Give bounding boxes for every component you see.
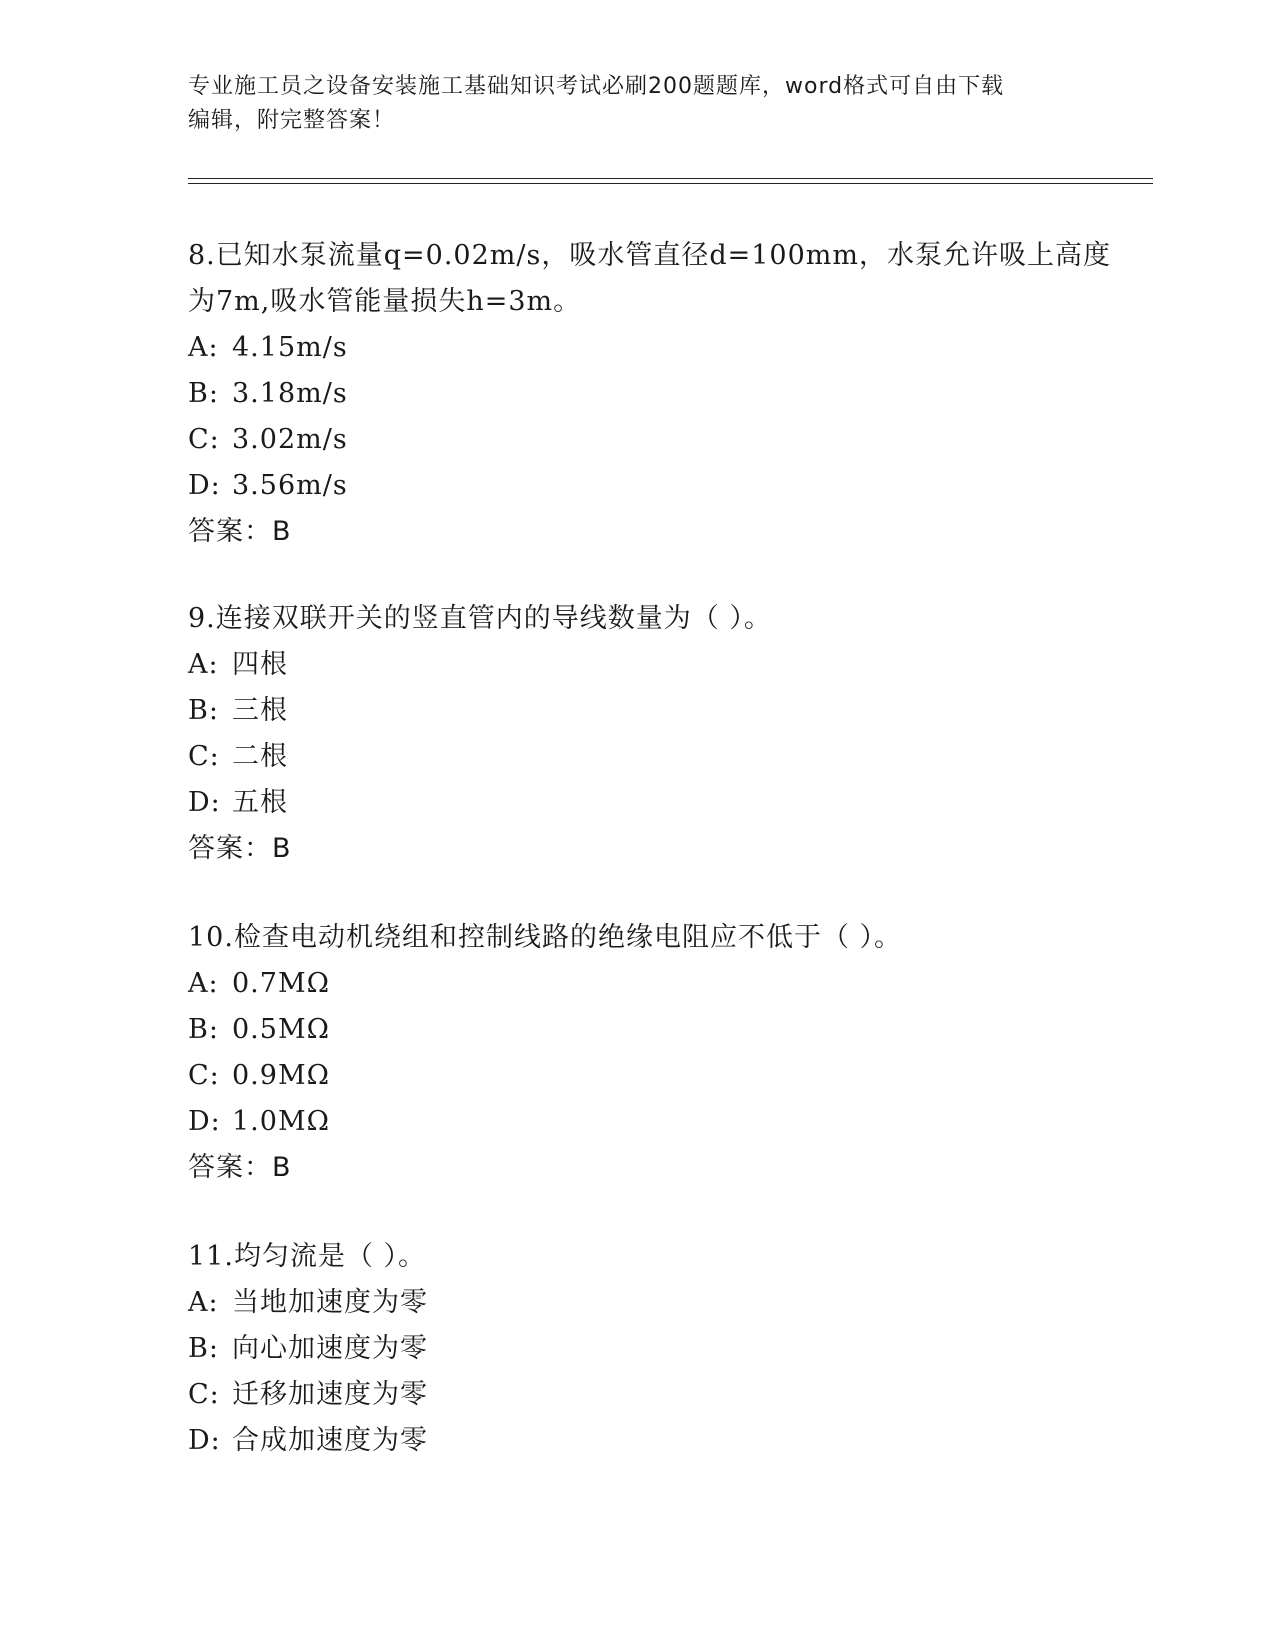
option-c [188,734,1088,780]
document-header [188,70,1088,138]
option-label: D: [188,1425,221,1456]
option-b [188,1326,1088,1372]
option-d [188,780,1088,826]
option-label: A: [188,649,219,680]
option-label: B: [188,1333,219,1364]
option-c [188,417,1088,463]
option-text: 1.0MΩ [232,1106,330,1137]
question-11 [188,1234,1088,1464]
question-10 [188,915,1088,1191]
answer-line: 答案：B [188,1152,292,1183]
option-text: 迁移加速度为零 [232,1379,428,1410]
option-d [188,1099,1088,1145]
option-text: 4.15m/s [232,332,348,363]
header-divider-bottom [188,183,1153,184]
option-b [188,371,1088,417]
answer-line: 答案：B [188,833,292,864]
option-label: D: [188,1106,221,1137]
option-b [188,688,1088,734]
option-c [188,1053,1088,1099]
option-label: C: [188,741,220,772]
option-text: 五根 [232,787,288,818]
header-line-1: 专业施工员之设备安装施工基础知识考试必刷200题题库，word格式可自由下载 [188,74,1005,99]
option-text: 0.5MΩ [232,1014,330,1045]
question-stem: 9.连接双联开关的竖直管内的导线数量为（ ）。 [188,603,772,634]
option-label: D: [188,470,221,501]
option-a [188,642,1088,688]
option-text: 向心加速度为零 [232,1333,428,1364]
question-stem: 8.已知水泵流量q=0.02m/s，吸水管直径d=100mm，水泵允许吸上高度 [188,240,1111,271]
option-label: A: [188,1287,219,1318]
option-label: B: [188,1014,219,1045]
question-stem: 为7m,吸水管能量损失h=3m。 [188,286,582,317]
option-label: C: [188,424,220,455]
option-a [188,961,1088,1007]
option-c [188,1372,1088,1418]
option-text: 3.18m/s [232,378,348,409]
option-label: A: [188,968,219,999]
option-text: 0.7MΩ [232,968,330,999]
header-divider-top [188,178,1153,179]
option-label: B: [188,378,219,409]
option-text: 合成加速度为零 [232,1425,428,1456]
option-label: B: [188,695,219,726]
option-label: D: [188,787,221,818]
option-text: 三根 [232,695,288,726]
option-a [188,1280,1088,1326]
option-text: 四根 [232,649,288,680]
option-text: 二根 [232,741,288,772]
question-stem: 11.均匀流是（ ）。 [188,1241,427,1272]
option-text: 0.9MΩ [232,1060,330,1091]
option-label: A: [188,332,219,363]
question-stem: 10.检查电动机绕组和控制线路的绝缘电阻应不低于（ ）。 [188,922,903,953]
option-label: C: [188,1060,220,1091]
question-8 [188,233,1111,555]
option-a [188,325,1088,371]
option-b [188,1007,1088,1053]
option-label: C: [188,1379,220,1410]
answer-line: 答案：B [188,516,292,547]
option-text: 3.02m/s [232,424,348,455]
option-text: 当地加速度为零 [232,1287,428,1318]
option-d [188,1418,1088,1464]
question-9 [188,596,1088,872]
option-d [188,463,1088,509]
header-line-2: 编辑，附完整答案！ [188,108,396,133]
option-text: 3.56m/s [232,470,348,501]
